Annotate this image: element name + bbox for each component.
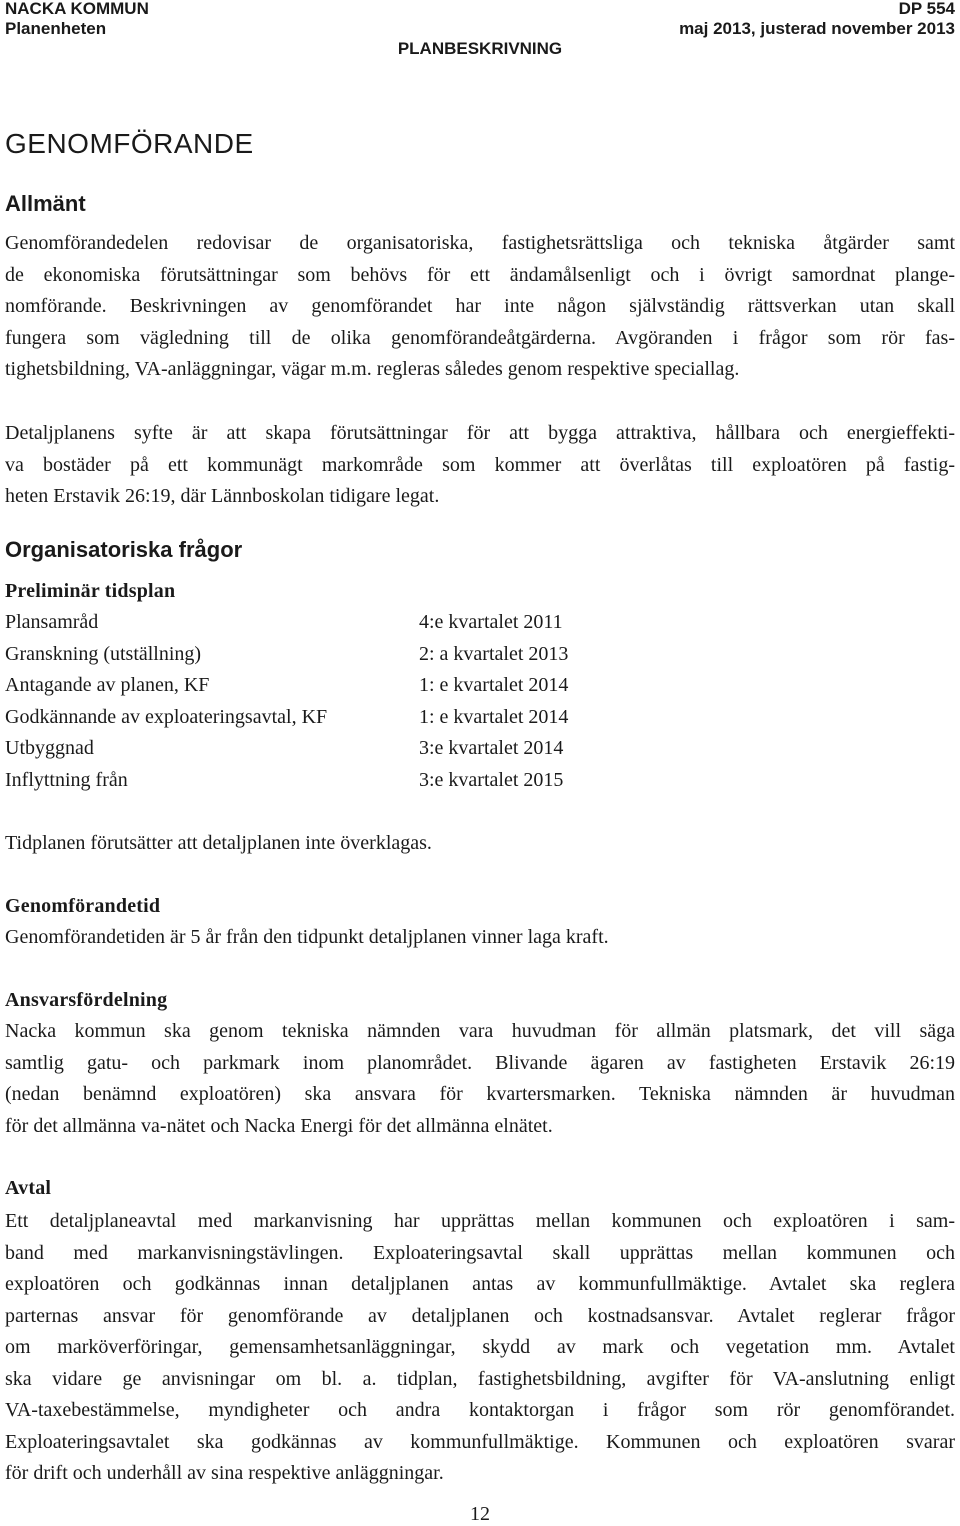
- schedule-note: [5, 828, 955, 860]
- page-title: GENOMFÖRANDE: [5, 128, 254, 159]
- subheading-tidsplan: Preliminär tidsplan: [5, 580, 176, 602]
- schedule-when: 3:e kvartalet 2014: [419, 737, 564, 759]
- paragraph-line: Tidplanen förutsätter att detaljplanen inte överklagas.: [5, 832, 432, 854]
- paragraph-line: ska vidare ge anvisningar om bl. a. tidplan, fastighetsbildning, avgifter för VA-anslutning enligt: [5, 1367, 955, 1390]
- schedule-step: Utbyggnad: [5, 737, 94, 759]
- schedule-step: Granskning (utställning): [5, 642, 202, 665]
- paragraph-line: band med markanvisningstävlingen. Exploateringsavtal skall upprättas mellan kommunen och: [5, 1241, 955, 1264]
- paragraph-line: Genomförandedelen redovisar de organisatoriska, fastighetsrättsliga och tekniska åtgärder samt: [5, 232, 955, 254]
- schedule-row: [5, 639, 705, 671]
- subheading-genomforandetid: Genomförandetid: [5, 895, 161, 917]
- schedule-row: [5, 702, 705, 734]
- schedule-step: Plansamråd: [5, 611, 99, 633]
- paragraph-genomforandetid: [5, 922, 955, 954]
- paragraph-line: samtlig gatu- och parkmark inom planområdet. Blivande ägaren av fastigheten Erstavik 26:19: [5, 1051, 955, 1074]
- schedule-row: [5, 765, 705, 797]
- schedule-when: 4:e kvartalet 2011: [419, 611, 563, 633]
- schedule-when: 1: e kvartalet 2014: [419, 705, 569, 728]
- schedule-when: 2: a kvartalet 2013: [419, 642, 569, 665]
- paragraph-line: för det allmänna va-nätet och Nacka Energi för det allmänna elnätet.: [5, 1114, 553, 1137]
- paragraph-line: för drift och underhåll av sina respektive anläggningar.: [5, 1462, 444, 1484]
- paragraph-line: om marköverföringar, gemensamhetsanläggningar, skydd av mark och vegetation mm. Avtalet: [5, 1336, 955, 1358]
- paragraph-line: heten Erstavik 26:19, där Lännboskolan tidigare legat.: [5, 485, 440, 507]
- page-number: 12: [470, 1503, 490, 1525]
- paragraph-line: parternas ansvar för genomförande av detaljplanen och kostnadsansvar. Avtalet reglerar frågor: [5, 1304, 955, 1327]
- paragraph-avtal: [5, 1206, 955, 1490]
- paragraph-line: va bostäder på ett kommunägt markområde som kommer att överlåtas till exploatören på fastig-: [5, 453, 955, 476]
- doc-type: PLANBESKRIVNING: [397, 39, 563, 58]
- paragraph-line: (nedan benämnd exploatören) ska ansvara för kvartersmarken. Tekniska nämnden är huvudman: [5, 1083, 955, 1105]
- schedule-when: 3:e kvartalet 2015: [419, 768, 564, 791]
- unit-name: Planenheten: [5, 19, 107, 38]
- paragraph-line: Nacka kommun ska genom tekniska nämnden vara huvudman för allmän platsmark, det vill säga: [5, 1020, 955, 1042]
- section-heading-allmant: Allmänt: [5, 191, 86, 216]
- schedule-step: Godkännande av exploateringsavtal, KF: [5, 705, 328, 728]
- paragraph-line: nomförande. Beskrivningen av genomförandet har inte någon självständig rättsverkan utan skall: [5, 295, 955, 317]
- paragraph-line: Detaljplanens syfte är att skapa förutsättningar för att bygga attraktiva, hållbara och energieffekti-: [5, 422, 955, 444]
- subheading-ansvar: Ansvarsfördelning: [5, 989, 168, 1011]
- paragraph-ansvar: [5, 1016, 955, 1142]
- subheading-avtal: Avtal: [5, 1177, 52, 1199]
- paragraph-line: VA-taxebestämmelse, myndigheter och andra kontaktorgan i frågor som rör genomförandet.: [5, 1399, 955, 1421]
- paragraph-line: fungera som vägledning till de olika genomförandeåtgärderna. Avgöranden i frågor som rör fas-: [5, 326, 955, 349]
- paragraph-intro: [5, 228, 955, 386]
- paragraph-purpose: [5, 418, 955, 513]
- schedule-table: [5, 607, 705, 796]
- paragraph-line: Ett detaljplaneavtal med markanvisning har upprättas mellan kommunen och exploatören i sam-: [5, 1210, 955, 1232]
- paragraph-line: de ekonomiska förutsättningar som behövs för ett ändamålsenligt och i övrigt samordnat plange-: [5, 263, 955, 286]
- org-name: NACKA KOMMUN: [5, 0, 149, 18]
- schedule-row: [5, 733, 705, 765]
- page-header-right: [679, 0, 955, 39]
- paragraph-line: Genomförandetiden är 5 år från den tidpunkt detaljplanen vinner laga kraft.: [5, 926, 609, 948]
- doc-id: DP 554: [898, 0, 955, 18]
- schedule-row: [5, 607, 705, 639]
- schedule-step: Antagande av planen, KF: [5, 674, 210, 696]
- schedule-row: [5, 670, 705, 702]
- paragraph-line: Exploateringsavtalet ska godkännas av kommunfullmäktige. Kommunen och exploatören svarar: [5, 1430, 955, 1453]
- paragraph-line: exploatören och godkännas innan detaljplanen antas av kommunfullmäktige. Avtalet ska reglera: [5, 1273, 955, 1295]
- schedule-step: Inflyttning från: [5, 768, 128, 791]
- page-header-left: [5, 0, 149, 39]
- doc-date: maj 2013, justerad november 2013: [679, 19, 955, 38]
- section-heading-organisatoriska: Organisatoriska frågor: [5, 537, 243, 562]
- schedule-when: 1: e kvartalet 2014: [419, 674, 569, 696]
- paragraph-line: tighetsbildning, VA-anläggningar, vägar m.m. regleras således genom respektive speciallag.: [5, 358, 740, 380]
